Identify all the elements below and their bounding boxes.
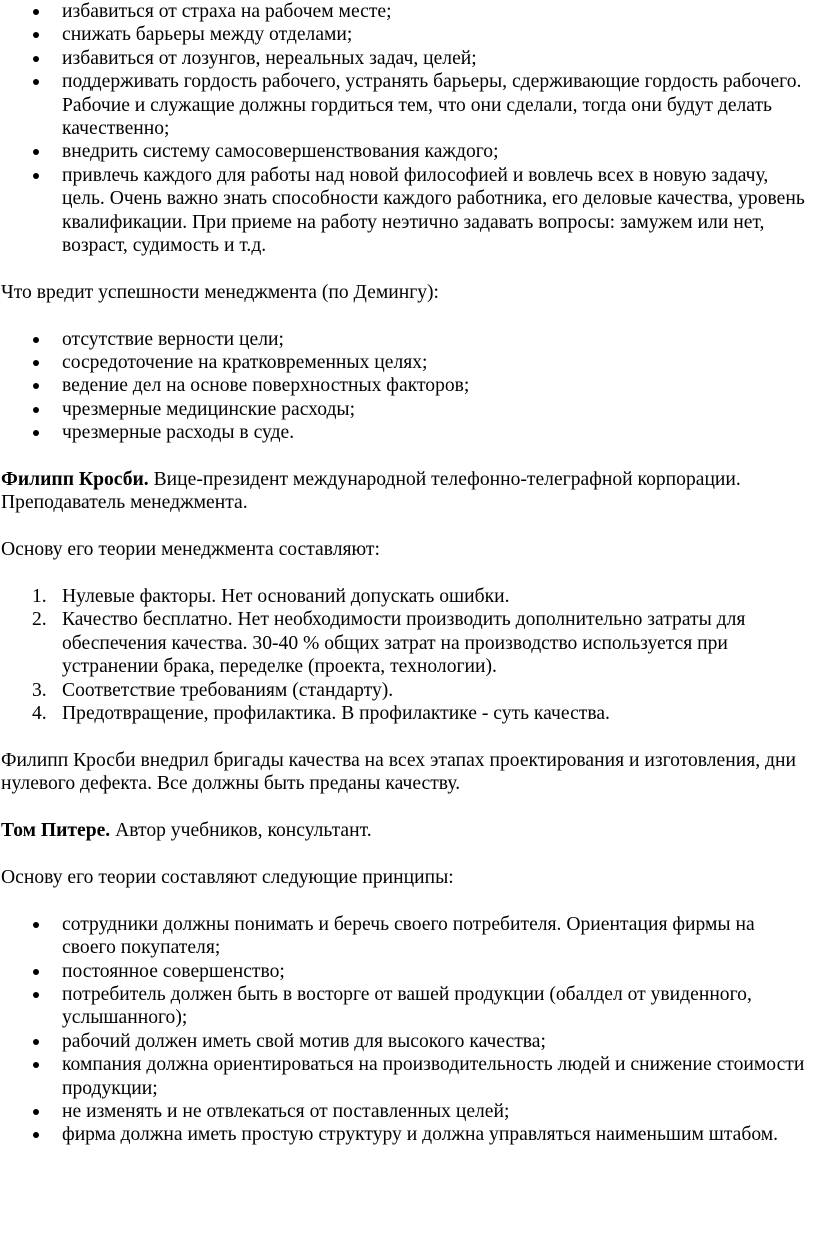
- list-item: снижать барьеры между отделами;: [1, 23, 816, 46]
- crosby-intro: [1, 468, 816, 515]
- list-item: постоянное совершенство;: [1, 960, 816, 983]
- item-text: Соответствие требованиям (стандарту).: [62, 679, 394, 701]
- item-text: Нулевые факторы. Нет оснований допускать ошибки.: [62, 586, 510, 608]
- item-number: 1.: [32, 586, 47, 608]
- list-item: сосредоточение на кратковременных целях;: [1, 351, 816, 374]
- list-item: фирма должна иметь простую структуру и должна управляться наименьшим штабом.: [1, 1123, 816, 1146]
- peters-name: Том Питере.: [1, 820, 111, 842]
- item-number: 2.: [32, 609, 47, 631]
- list-item: поддерживать гордость рабочего, устранять барьеры, сдерживающие гордость рабочего. Рабочие и служащие должны гордиться тем, что они сделали, тогда они будут делать качественно;: [1, 70, 816, 140]
- list-item: избавиться от лозунгов, нереальных задач, целей;: [1, 47, 816, 70]
- list-item: внедрить систему самосовершенствования каждого;: [1, 140, 816, 163]
- numbered-item: [1, 608, 816, 678]
- list-item: избавиться от страха на рабочем месте;: [1, 0, 816, 23]
- numbered-item: [1, 585, 816, 608]
- crosby-points-list: [1, 585, 816, 725]
- peters-intro: [1, 819, 816, 842]
- item-number: 4.: [32, 703, 47, 725]
- item-text: Качество бесплатно. Нет необходимости производить дополнительно затраты для обеспечения качества. 30-40 % общих затрат на производство используется при устранении брака, переделке (проекта, технологии).: [62, 609, 746, 678]
- crosby-name: Филипп Кросби.: [1, 469, 149, 491]
- list-item: чрезмерные расходы в суде.: [1, 421, 816, 444]
- list-item: ведение дел на основе поверхностных факторов;: [1, 374, 816, 397]
- list-item: чрезмерные медицинские расходы;: [1, 398, 816, 421]
- deming-harm-list: [1, 328, 816, 445]
- peters-principles-list: [1, 913, 816, 1147]
- numbered-item: [1, 702, 816, 725]
- deming-harm-heading: Что вредит успешности менеджмента (по Демингу):: [1, 281, 439, 303]
- list-item: отсутствие верности цели;: [1, 328, 816, 351]
- list-item: компания должна ориентироваться на производительность людей и снижение стоимости продукции;: [1, 1053, 816, 1100]
- item-text: Предотвращение, профилактика. В профилактике - суть качества.: [62, 703, 610, 725]
- list-item: не изменять и не отвлекаться от поставленных целей;: [1, 1100, 816, 1123]
- list-item: рабочий должен иметь свой мотив для высокого качества;: [1, 1030, 816, 1053]
- deming-principles-list: [1, 0, 816, 257]
- numbered-item: [1, 679, 816, 702]
- list-item: сотрудники должны понимать и беречь своего потребителя. Ориентация фирмы на своего покупателя;: [1, 913, 816, 960]
- list-item: потребитель должен быть в восторге от вашей продукции (обалдел от увиденного, услышанного);: [1, 983, 816, 1030]
- list-item: привлечь каждого для работы над новой философией и вовлечь всех в новую задачу, цель. Очень важно знать способности каждого работника, его деловые качества, уровень квалификации. При приеме на работу неэтично задавать вопросы: замужем или нет, возраст, судимость и т.д.: [1, 164, 816, 258]
- peters-theory-intro: Основу его теории составляют следующие принципы:: [1, 866, 454, 888]
- crosby-outro: Филипп Кросби внедрил бригады качества на всех этапах проектирования и изготовления, дни нулевого дефекта. Все должны быть преданы качеству.: [1, 749, 796, 795]
- item-number: 3.: [32, 679, 47, 701]
- crosby-description: Вице-президент международной телефонно-телеграфной корпорации. Преподаватель менеджмента.: [1, 469, 741, 514]
- peters-description: Автор учебников, консультант.: [110, 820, 372, 842]
- crosby-theory-intro: Основу его теории менеджмента составляют:: [1, 539, 380, 561]
